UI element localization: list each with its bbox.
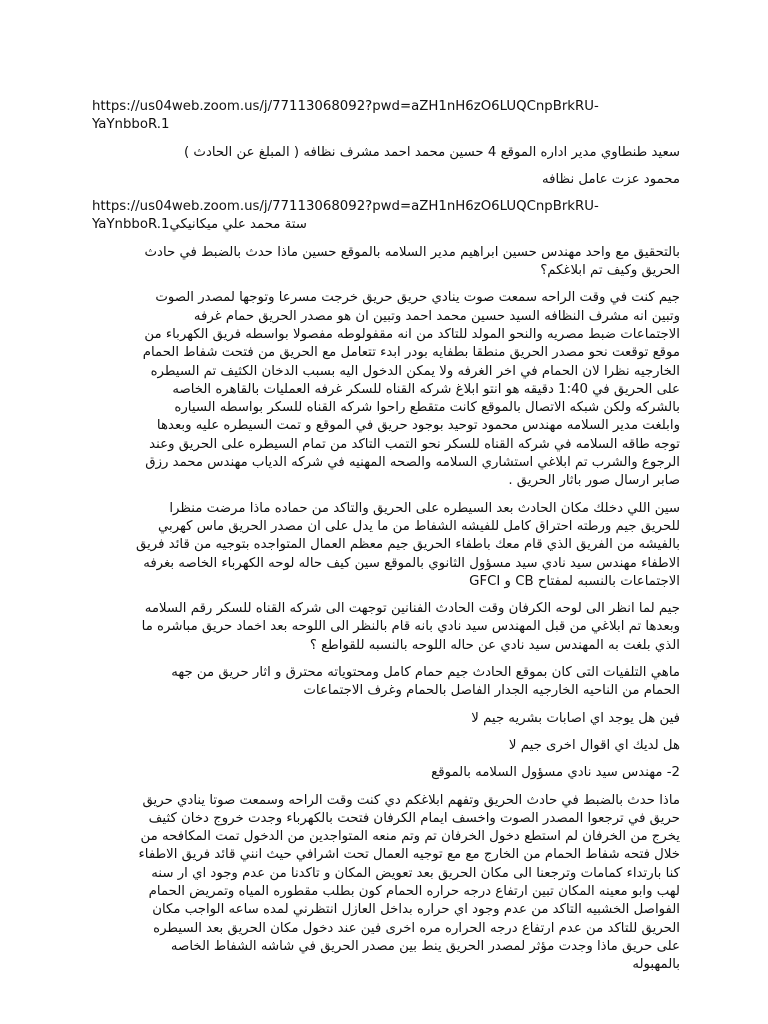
zoom-link-paragraph[interactable]: https://us04web.zoom.us/j/77113068092?pwd=aZH1nH6zO6LUQCnpBrkRU- YaYnbboR.1 bbox=[92, 99, 599, 133]
panel-inspection-paragraph: جيم لما انظر الى لوحه الكرفان وقت الحادث الفنانين توجهت الى شركه القناه للسكر رقم السلامه وبعدها تم ابلاغي من قبل المهندس سيد نادي بانه قام بالنظر الى اللوحه بعد اخماد حريق مباشره ما الذي بلغت به المهندس سيد نادي عن حاله اللوحه بالنسبه للقواطع ؟ bbox=[141, 601, 680, 653]
other-statements-line: هل لديك اي اقوال اخرى جيم لا bbox=[508, 737, 680, 753]
fire-account-paragraph: جيم كنت في وقت الراحه سمعت صوت ينادي حريق حريق خرجت مسرعا وتوجها لمصدر الصوت وتبين انه مشرف النظافه السيد حسين محمد احمد وتبين ان هو مصدر الحريق حمام غرفه الاجتماعات ضبط مصريه والنحو المولد للتاكد من انه مقفولوطه مفصولا بواسطه فريق الكهرباء من موقع توقعت نحو مصدر الحريق منطقا بطفايه بودر ابدء تتعامل مع الحريق من فتحت شفاط الحمام الخارجيه نظرا لان الحمام في اخر الغرفه ولا يمكن الدخول اليه بسبب الدخان الكثيف تم السيطره على الحريق في 1:40 دقيقه هو انتو ابلاغ شركه القناه للسكر غرفه العمليات بالقاهره الخاصه بالشركه ولكن شبكه الاتصال بالموقع كانت متقطع راحوا شركه القناه للسكر بواسطه السياره وابلغت مدير السلامه مهندس محمود توحيد بوجود حريق في الموقع و تمت السيطره عليه وبعدها توجه طاقه السلامه في شركه القناه للسكر نحو التمب التاكد من تمام السيطره على الحريق وعند الرجوع والشرب تم ابلاغي استشاري السلامه والصحه المهنيه في شركه الدياب مهندس محمد رزق صابر ارسال صور باثار الحريق . bbox=[142, 290, 680, 489]
zoom-link-with-attendee-paragraph[interactable]: https://us04web.zoom.us/j/77113068092?pwd=aZH1nH6zO6LUQCnpBrkRU- YaYnbboR.1ستة محمد علي ميكانيكي bbox=[92, 199, 599, 233]
damages-paragraph: ماهي التلفيات التى كان بموقع الحادث جيم حمام كامل ومحتوياته محترق و اثار حريق من جهه الحمام من الناحيه الخارجيه الجدار الفاصل بالحمام وغرف الاجتماعات bbox=[171, 665, 680, 699]
attendee-cleaner-line: محمود عزت عامل نظافه bbox=[542, 171, 680, 187]
document-page bbox=[92, 98, 680, 983]
second-witness-account-paragraph: ماذا حدث بالضبط في حادث الحريق وتفهم ابلاغكم دي كنت وقت الراحه وسمعت صوتا ينادي حريق حريق في ترجعوا المصدر الصوت واخسف ايمام الكرفان فتحت بالكهرباء وجدت خروج دخان كثيف يخرج من الخرفان لم استطع دخول الخرفان تم وتم منعه المتواجدين من الدخول تمت المكافحه من خلال فتحه شفاط الحمام من الخارج مع مع توجيه العمال تحت اشرافي حيث انني قائد فريق الاطفاء كنا بارتداء كمامات وترجعنا الى مكان الحريق بعد تعويض المكان و تاكدنا من عدم وجود اي ار سنه لهب وابو معينه المكان تبين ارتفاع درجه حراره الحمام كون بطلب مقطوره المياه وتمريض الحمام الفواصل الخشبيه التاكد من عدم وجود اي حراره بداخل العازل انتظرني لمده ساعه الواجب مكان الحريق للتاكد من عدم ارتفاع درجه الحراره مره اخرى فين عند دخول مكان الحريق بعد السيطره على حريق ماذا وجدت مؤثر لمصدر الحريق ينط بين مصدر الحريق في شاشه الشفاط الخاصه بالمهبوله bbox=[138, 792, 680, 973]
attendees-line: سعيد طنطاوي مدير اداره الموقع 4 حسين محمد احمد مشرف نظافه ( المبلغ عن الحادث ) bbox=[184, 144, 680, 160]
second-witness-heading: 2- مهندس سيد نادي مسؤول السلامه بالموقع bbox=[431, 765, 680, 781]
injuries-question-line: فين هل يوجد اي اصابات بشريه جيم لا bbox=[471, 710, 680, 726]
fire-scene-paragraph: سين اللي دخلك مكان الحادث بعد السيطره على الحريق والتاكد من حماده ماذا مرضت منظرا للحريق جيم ورطته احتراق كامل للفيشه الشفاط من ما يدل على ان مصدر الحريق ماس كهربي بالفيشه من الفريق الذي قام معك باطفاء الحريق جيم معظم العمال المتواجده بتوجيه من قائد فريق الاطفاء مهندس سيد نادي سيد مسؤول الثانوي بالموقع سين كيف حاله لوحه الكهرباء الخاصه بغرفه الاجتماعات بالنسبه لمفتاح CB و GFCI bbox=[136, 500, 680, 589]
investigation-question-paragraph: بالتحقيق مع واحد مهندس حسين ابراهيم مدير السلامه بالموقع حسين ماذا حدث بالضبط في حادث الحريق وكيف تم ابلاغكم؟ bbox=[144, 244, 680, 279]
